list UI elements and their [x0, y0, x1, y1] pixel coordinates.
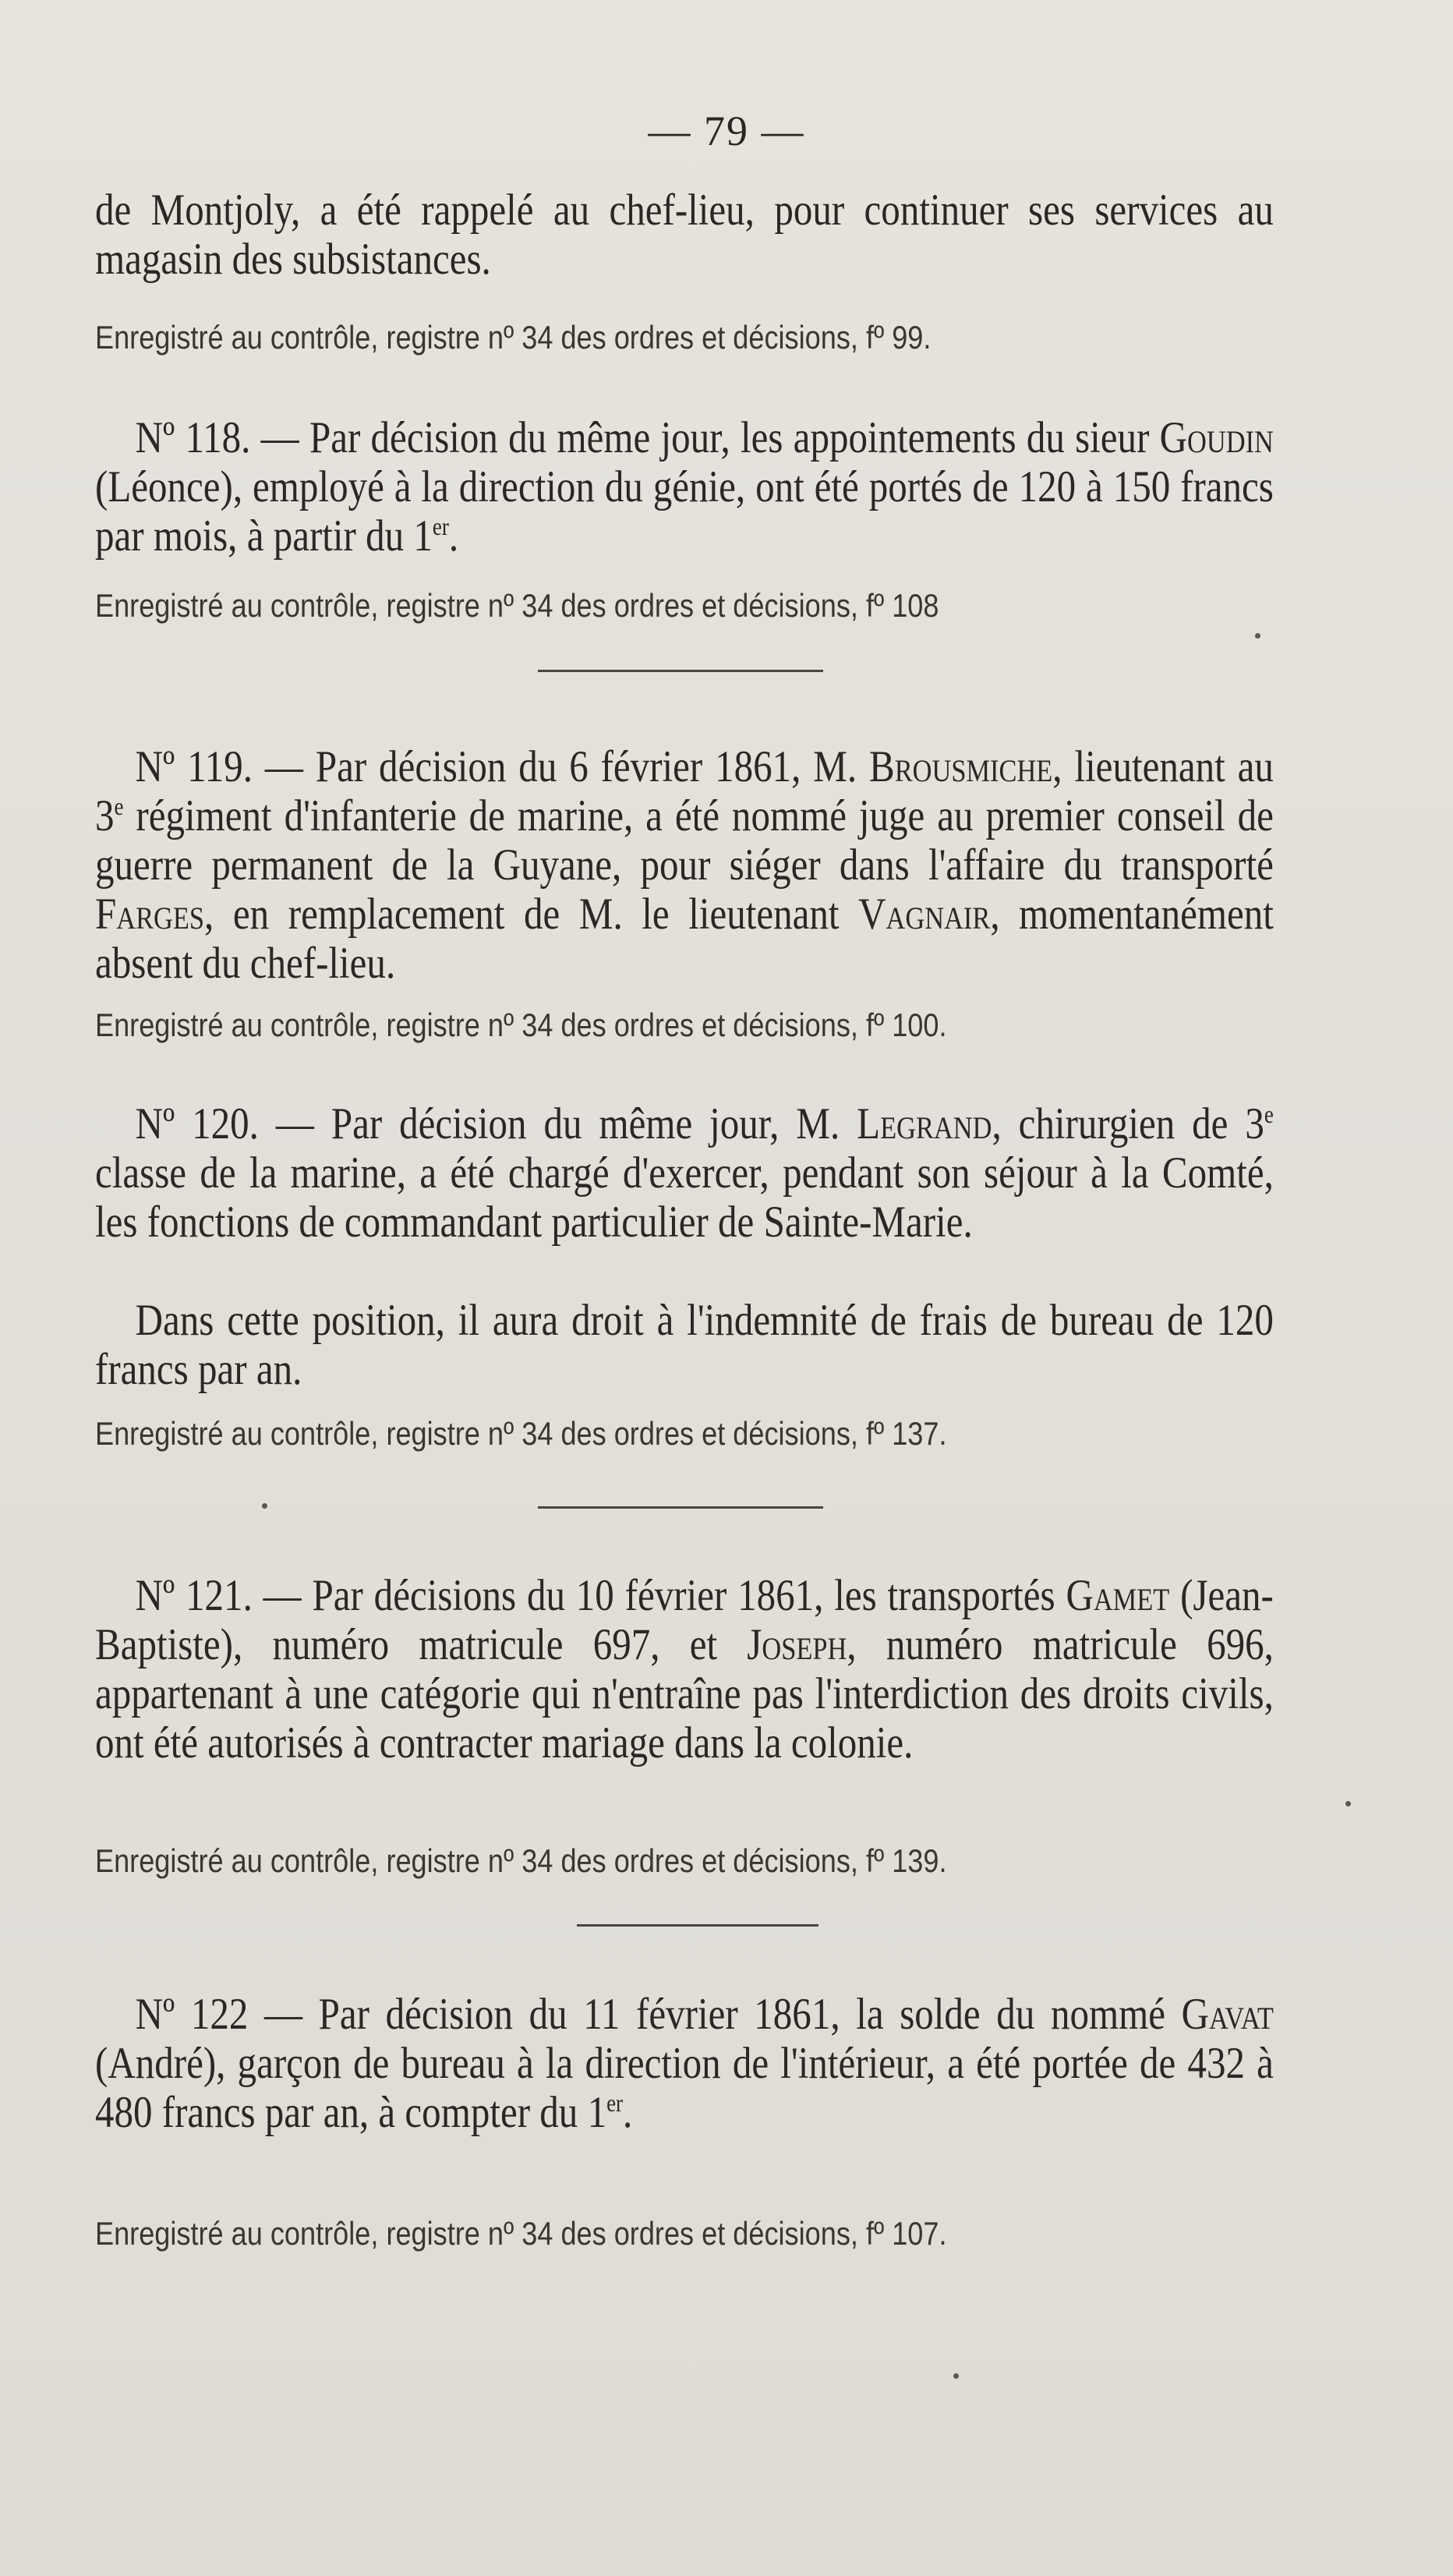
entry-120-registration: Enregistré au contrôle, registre nº 34 des ordres et décisions, fº 137.: [95, 1415, 947, 1452]
entry-120-text: [95, 1099, 1274, 1247]
entry-119-text: [95, 742, 1274, 988]
entry-122-sup: er: [606, 2089, 624, 2117]
continuation-registration: Enregistré au contrôle, registre nº 34 des ordres et décisions, fº 99.: [95, 319, 932, 356]
section-divider: [538, 670, 823, 672]
entry-122-body: (André), garçon de bureau à la direction de l'intérieur, a été portée de 432 à 480 francs par an, à compter du 1: [95, 2039, 1274, 2137]
entry-119-name3: Vagnair: [858, 890, 991, 939]
entry-119-name: Brousmiche: [869, 742, 1053, 791]
paper-speck: [1255, 633, 1260, 639]
entry-119-body: , lieutenant au 3: [95, 742, 1274, 840]
entry-122-end: .: [623, 2088, 633, 2137]
entry-121-registration: Enregistré au contrôle, registre nº 34 des ordres et décisions, fº 139.: [95, 1842, 947, 1879]
entry-120-body: , chirurgien de 3: [992, 1099, 1264, 1148]
entry-122-text: [95, 1990, 1274, 2137]
entry-119-lead: Nº 119. — Par décision du 6 février 1861, M.: [135, 742, 870, 791]
entry-118-lead: Nº 118. — Par décision du même jour, les appointements du sieur: [135, 413, 1160, 462]
page-number: — 79 —: [648, 108, 805, 154]
entry-122-lead: Nº 122 — Par décision du 11 février 1861, la solde du nommé: [135, 1990, 1182, 2039]
section-divider: [538, 1506, 823, 1509]
entry-118-text: [95, 413, 1274, 561]
entry-120-name: Legrand: [857, 1099, 992, 1148]
entry-121-lead: Nº 121. — Par décisions du 10 février 1861, les transportés: [135, 1571, 1066, 1620]
entry-118-name: Goudin: [1159, 413, 1274, 462]
entry-121-name2: Joseph: [747, 1620, 847, 1669]
entry-118-end: .: [448, 511, 459, 561]
entry-119-name2: Farges: [95, 890, 205, 939]
paper-speck: [262, 1503, 267, 1509]
entry-120-lead: Nº 120. — Par décision du même jour, M.: [135, 1099, 857, 1148]
entry-122-name: Gavat: [1181, 1990, 1274, 2039]
entry-121-name: Gamet: [1066, 1571, 1170, 1620]
entry-118-registration: Enregistré au contrôle, registre nº 34 des ordres et décisions, fº 108: [95, 587, 939, 624]
continuation-text: de Montjoly, a été rappelé au chef-lieu, pour continuer ses services au magasin des subsistances.: [95, 186, 1274, 284]
entry-118-body: (Léonce), employé à la direction du génie, ont été portés de 120 à 150 francs par mois, à partir du 1: [95, 462, 1274, 561]
entry-118-sup: er: [432, 513, 449, 540]
entry-119-sup: e: [114, 793, 124, 820]
entry-119-registration: Enregistré au contrôle, registre nº 34 des ordres et décisions, fº 100.: [95, 1007, 947, 1043]
entry-119-body3: , en remplacement de M. le lieutenant: [204, 890, 859, 939]
entry-121-body: (Jean-Baptiste), numéro matricule 697, et: [95, 1571, 1274, 1669]
entry-120-para2: Dans cette position, il aura droit à l'indemnité de frais de bureau de 120 francs par an.: [95, 1296, 1274, 1394]
entry-120-end: classe de la marine, a été chargé d'exercer, pendant son séjour à la Comté, les fonctions de commandant particulier de Sainte-Marie.: [95, 1148, 1274, 1247]
paper-speck: [953, 2373, 959, 2379]
entry-122-registration: Enregistré au contrôle, registre nº 34 des ordres et décisions, fº 107.: [95, 2215, 947, 2252]
entry-119-end: , momentanément absent du chef-lieu.: [95, 890, 1274, 988]
paper-speck: [1345, 1801, 1351, 1806]
entry-120-sup: e: [1264, 1101, 1274, 1128]
entry-119-body2: régiment d'infanterie de marine, a été nommé juge au premier conseil de guerre permanent de la Guyane, pour siéger dans l'affaire du transporté: [95, 791, 1274, 890]
entry-121-text: [95, 1571, 1274, 1767]
entry-121-end: , numéro matricule 696, appartenant à une catégorie qui n'entraîne pas l'interdiction des droits civils, ont été autorisés à contracter mariage dans la colonie.: [95, 1620, 1274, 1767]
section-divider: [577, 1924, 818, 1927]
